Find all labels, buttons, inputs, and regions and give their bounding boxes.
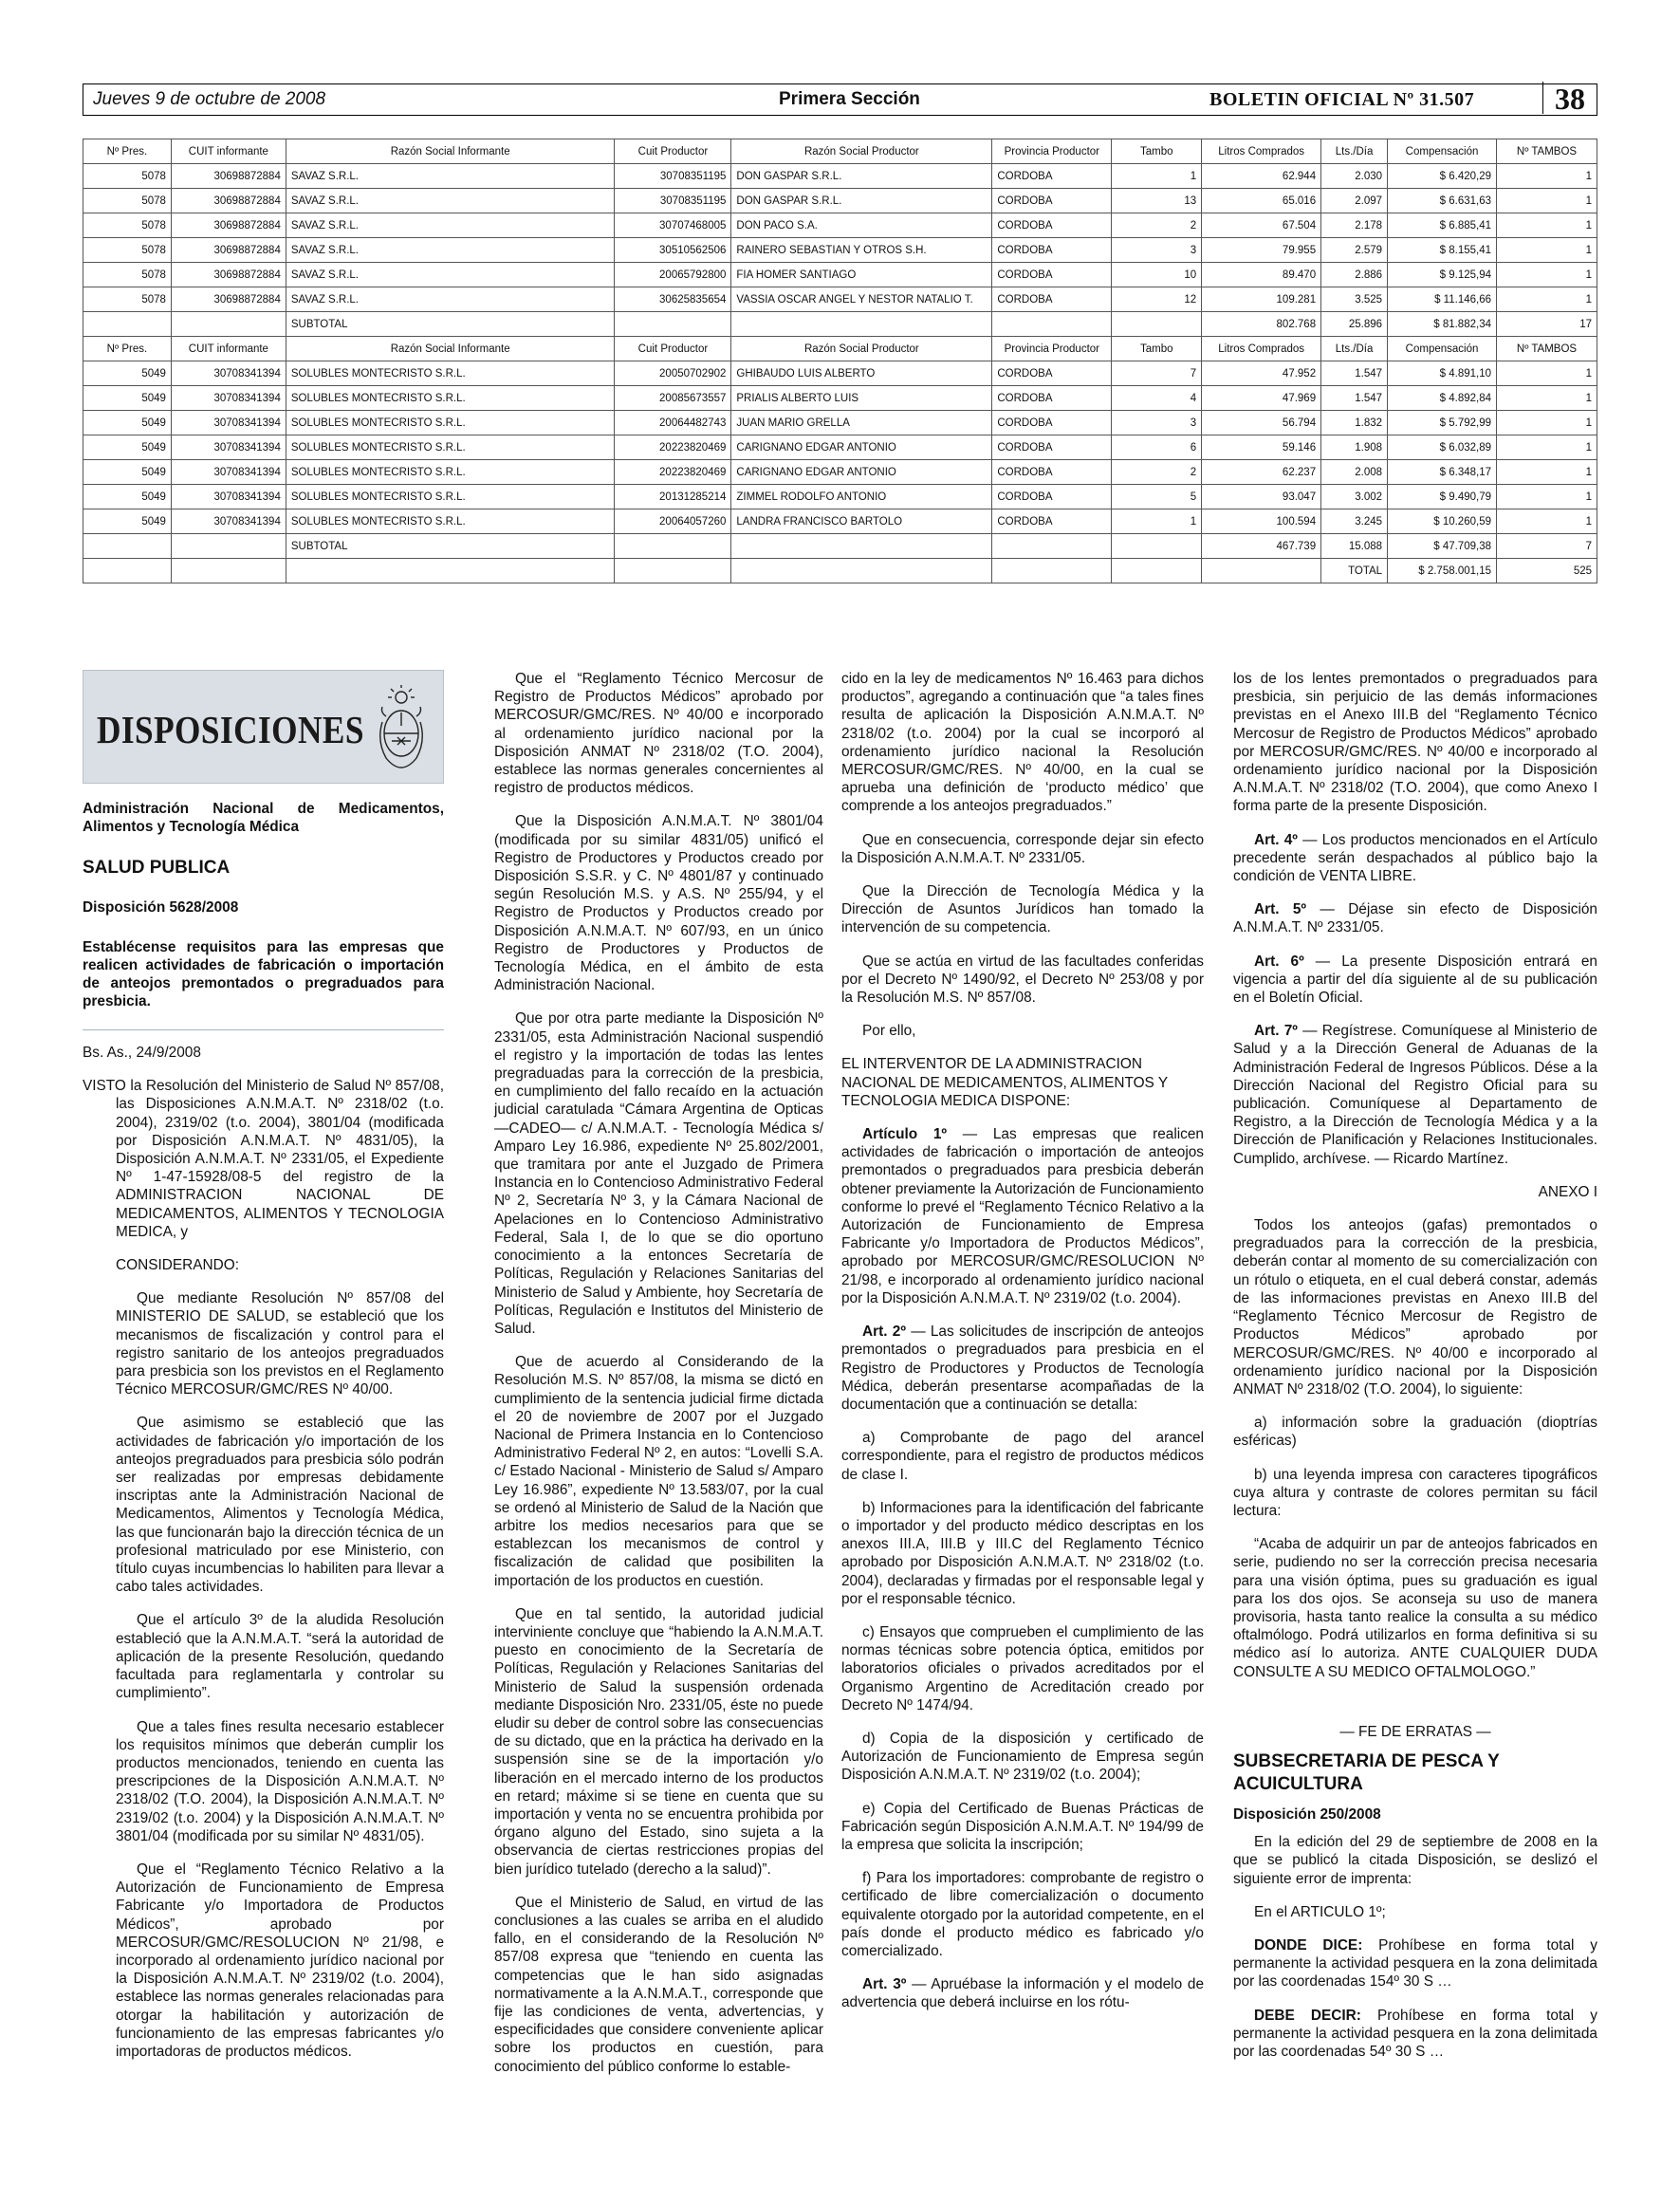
column-header: Litros Comprados <box>1202 139 1321 164</box>
paragraph: Que la Disposición A.N.M.A.T. Nº 3801/04 (modificada por su similar 4831/05) unificó el Registro de Productores y Productos creado por Disposición S.S.R. y C. Nº 4801/87 y continuado según Resolución M.S. y A.S. Nº 255/94, y el Registro de Productos y Productos creado por Disposición A.N.M.A.T. Nº 607/93, en un único Registro de Productores y Productos de Tecnología Médica, en el ámbito de esta Administración Nacional. <box>494 813 823 994</box>
paragraph: Que a tales fines resulta necesario establecer los requisitos mínimos que deberán cumplir los productos mencionados, teniendo en cuenta las prescripciones de la Disposición A.N.M.A.T. Nº 2318/02 (T.O. 2004), la Disposición A.N.M.A.T. Nº 2319/02 (t.o. 2004) y la Disposición A.N.M.A.T. Nº 3801/04 (modificada por su similar Nº 4831/05). <box>116 1718 444 1844</box>
column-3 <box>841 670 1204 2028</box>
table-cell: 12 <box>1112 287 1202 312</box>
table-row <box>83 386 1597 411</box>
paragraph: cido en la ley de medicamentos Nº 16.463 para dichos productos”, agregando a continuación que “a tales fines resulta de aplicación la Disposición A.N.M.A.T. Nº 2318/02 (t.o. 2004) por la cual se incorporó al ordenamiento jurídico nacional la Resolución MERCOSUR/GMC/RES. Nº 40/00, en la cual se aprueba una definición de ‘producto médico’ que comprende a los anteojos pregraduados.” <box>841 671 1204 815</box>
table-cell: 5078 <box>83 164 172 189</box>
table-cell: 30698872884 <box>171 213 286 238</box>
table-cell: 2.097 <box>1321 189 1388 213</box>
table-cell: 3 <box>1112 411 1202 435</box>
table-cell: 62.237 <box>1202 460 1321 485</box>
table-cell: 1.908 <box>1321 435 1388 460</box>
donde-dice: DONDE DICE: Prohíbese en forma total y permanente la actividad pesquera en la zona delimitada por las coordenadas 154º 30 S … <box>1233 1936 1597 1991</box>
table-cell: 67.504 <box>1202 213 1321 238</box>
table-cell: SOLUBLES MONTECRISTO S.R.L. <box>286 460 615 485</box>
table-cell: SOLUBLES MONTECRISTO S.R.L. <box>286 411 615 435</box>
table-header-row <box>83 337 1597 361</box>
table-cell: 30708341394 <box>171 435 286 460</box>
article-6: Art. 6º — La presente Disposición entrará en vigencia a partir del día siguiente al de su publicación en el Boletín Oficial. <box>1233 953 1597 1007</box>
column-header: Nº TAMBOS <box>1497 337 1597 361</box>
table-cell: SAVAZ S.R.L. <box>286 213 615 238</box>
column-header: Razón Social Informante <box>286 337 615 361</box>
table-cell: 5049 <box>83 509 172 534</box>
errata-label: DEBE DECIR: <box>1254 2007 1361 2024</box>
table-cell: 89.470 <box>1202 263 1321 287</box>
table-cell: CORDOBA <box>992 411 1112 435</box>
debe-decir: DEBE DECIR: Prohíbese en forma total y permanente la actividad pesquera en la zona delimitada por las coordenadas 54º 30 S … <box>1233 2007 1597 2060</box>
article-3: Art. 3º — Apruébase la información y el modelo de advertencia que deberá incluirse en los rótu- <box>841 1976 1205 2011</box>
table-cell <box>1112 312 1202 337</box>
table-cell <box>615 534 731 559</box>
list-item: a) información sobre la graduación (dioptrías esféricas) <box>1233 1415 1597 1450</box>
table-cell: SAVAZ S.R.L. <box>286 263 615 287</box>
table-cell: 47.969 <box>1202 386 1321 411</box>
table-cell: 1 <box>1497 460 1597 485</box>
table-row <box>83 263 1597 287</box>
table-row <box>83 164 1597 189</box>
column-header: Compensación <box>1388 139 1497 164</box>
table-cell: $ 6.420,29 <box>1388 164 1497 189</box>
table-cell: SAVAZ S.R.L. <box>286 287 615 312</box>
column-header: Razón Social Productor <box>731 139 992 164</box>
table-row <box>83 213 1597 238</box>
table-cell: $ 47.709,38 <box>1388 534 1497 559</box>
table-cell: 7 <box>1112 361 1202 386</box>
divider <box>83 1029 444 1030</box>
table-cell: $ 4.892,84 <box>1388 386 1497 411</box>
errata-heading: — FE DE ERRATAS — <box>1339 1723 1491 1740</box>
place-date: Bs. As., 24/9/2008 <box>83 1045 201 1061</box>
table-cell: 2.579 <box>1321 238 1388 263</box>
table-cell: 17 <box>1497 312 1597 337</box>
column-4 <box>1233 670 1597 2076</box>
table-cell: SUBTOTAL <box>286 312 615 337</box>
table-cell: LANDRA FRANCISCO BARTOLO <box>731 509 992 534</box>
table-cell <box>615 312 731 337</box>
visto-paragraph: VISTO la Resolución del Ministerio de Salud Nº 857/08, las Disposiciones A.N.M.A.T. Nº 2318/02 (t.o. 2004), 2319/02 (t.o. 2004), 3801/04 (modificada por Disposición A.N.M.A.T. Nº 4831/05), la Disposición A.N.M.A.T. Nº 2331/05, el Expediente Nº 1-47-15928/08-5 del registro de la ADMINISTRACION NACIONAL DE MEDICAMENTOS, ALIMENTOS Y TECNOLOGIA MEDICA, y <box>83 1078 444 1240</box>
table-cell <box>992 312 1112 337</box>
table-cell: 13 <box>1112 189 1202 213</box>
table-row <box>83 238 1597 263</box>
list-item: e) Copia del Certificado de Buenas Prácticas de Fabricación según Disposición A.N.M.A.T. Nº 194/99 de la empresa que solicita la inscripción; <box>841 1800 1204 1853</box>
article-label: Art. 5º <box>1254 901 1307 918</box>
table-cell: SAVAZ S.R.L. <box>286 164 615 189</box>
table-cell: 5078 <box>83 189 172 213</box>
table-cell <box>731 534 992 559</box>
table-cell: 65.016 <box>1202 189 1321 213</box>
table-cell: 5049 <box>83 435 172 460</box>
paragraph: Que el “Reglamento Técnico Mercosur de Registro de Productos Médicos” aprobado por MERCOSUR/GMC/RES. Nº 40/00 e incorporado al ordenamiento jurídico nacional por la Disposición ANMAT Nº 2318/02 (T.O. 2004), establece las normas generales concernientes al registro de productos médicos. <box>494 671 823 797</box>
table-cell <box>171 534 286 559</box>
table-cell: DON PACO S.A. <box>731 213 992 238</box>
table-cell <box>615 559 731 583</box>
paragraph: Que mediante Resolución Nº 857/08 del MINISTERIO DE SALUD, se estableció que los mecanismos de fiscalización y control para el registro sanitario de los anteojos pregraduados para presbicia son los previstos en el Reglamento Técnico MERCOSUR/GMC/RES Nº 40/00. <box>116 1290 444 1398</box>
table-row <box>83 485 1597 509</box>
table-cell: 525 <box>1497 559 1597 583</box>
table-cell: RAINERO SEBASTIAN Y OTROS S.H. <box>731 238 992 263</box>
page-number: 38 <box>1542 82 1597 114</box>
paragraph: Que de acuerdo al Considerando de la Resolución M.S. Nº 857/08, la misma se dictó en cumplimiento de la sentencia judicial firme dictada el 20 de noviembre de 2007 por el Juzgado Nacional de Primera Instancia en lo Contencioso Administrativo Federal Nº 2, en autos: “Lovelli S.A. c/ Estado Nacional - Ministerio de Salud s/ Amparo Ley 16.986”, expediente Nº 13.583/07, por la cual se ordenó al Ministerio de Salud de la Nación que arbitre los medios necesarios para que se establezcan los mecanismos de control y fiscalización de calidad que posibiliten la importación de los productos en cuestión. <box>494 1354 823 1589</box>
table-cell: 30625835654 <box>615 287 731 312</box>
table-cell: 47.952 <box>1202 361 1321 386</box>
table-cell: DON GASPAR S.R.L. <box>731 164 992 189</box>
table-cell: $ 11.146,66 <box>1388 287 1497 312</box>
authority-heading: EL INTERVENTOR DE LA ADMINISTRACION NACIONAL DE MEDICAMENTOS, ALIMENTOS Y TECNOLOGIA MEDICA DISPONE: <box>841 1056 1168 1109</box>
table-cell: 3.002 <box>1321 485 1388 509</box>
table-cell: CORDOBA <box>992 435 1112 460</box>
table-cell: 30698872884 <box>171 287 286 312</box>
table-cell: 30698872884 <box>171 164 286 189</box>
header-bulletin: BOLETIN OFICIAL Nº 31.507 <box>1209 89 1475 110</box>
column-header: Nº Pres. <box>83 337 172 361</box>
table-cell <box>1112 559 1202 583</box>
table-cell: 2.178 <box>1321 213 1388 238</box>
table-cell: GHIBAUDO LUIS ALBERTO <box>731 361 992 386</box>
column-header: Nº Pres. <box>83 139 172 164</box>
table-cell <box>992 534 1112 559</box>
table-cell: TOTAL <box>1321 559 1388 583</box>
table-cell: 5049 <box>83 386 172 411</box>
table-cell: 5078 <box>83 263 172 287</box>
table-cell: 20064482743 <box>615 411 731 435</box>
table-cell: 93.047 <box>1202 485 1321 509</box>
table-cell: SAVAZ S.R.L. <box>286 238 615 263</box>
table-cell: SOLUBLES MONTECRISTO S.R.L. <box>286 361 615 386</box>
banner-title: DISPOSICIONES <box>97 708 364 751</box>
table-cell: 109.281 <box>1202 287 1321 312</box>
column-header: CUIT informante <box>171 139 286 164</box>
table-cell: 3 <box>1112 238 1202 263</box>
table-cell: 5078 <box>83 287 172 312</box>
table-cell: $ 81.882,34 <box>1388 312 1497 337</box>
table-cell: 1 <box>1497 263 1597 287</box>
column-1 <box>83 800 444 1047</box>
disposition-summary: Establécense requisitos para las empresas que realicen actividades de fabricación o importación de anteojos premontados o pregraduados para presbicia. <box>83 938 444 1010</box>
table-cell: 5049 <box>83 485 172 509</box>
table-cell: CORDOBA <box>992 164 1112 189</box>
table-cell: 1 <box>1497 287 1597 312</box>
disposition-number: Disposición 250/2008 <box>1233 1805 1381 1823</box>
table-cell: 20131285214 <box>615 485 731 509</box>
table-cell: 20064057260 <box>615 509 731 534</box>
table-cell: 79.955 <box>1202 238 1321 263</box>
column-header: Provincia Productor <box>992 337 1112 361</box>
table-cell: 59.146 <box>1202 435 1321 460</box>
table-cell: SOLUBLES MONTECRISTO S.R.L. <box>286 485 615 509</box>
table-cell: DON GASPAR S.R.L. <box>731 189 992 213</box>
table-cell: 10 <box>1112 263 1202 287</box>
paragraph: Que el artículo 3º de la aludida Resolución estableció que la A.N.M.A.T. “será la autoridad de aplicación de la presente Resolución, quedando facultada para reglamentarla y controlar su cumplimiento”. <box>116 1612 444 1702</box>
table-cell <box>286 559 615 583</box>
table-cell: 30698872884 <box>171 238 286 263</box>
column-header: CUIT informante <box>171 337 286 361</box>
table-cell: 20085673557 <box>615 386 731 411</box>
table-cell: VASSIA OSCAR ANGEL Y NESTOR NATALIO T. <box>731 287 992 312</box>
table-cell: 5078 <box>83 238 172 263</box>
table-cell <box>171 312 286 337</box>
column-2 <box>494 670 823 2091</box>
column-header: Lts./Día <box>1321 139 1388 164</box>
table-cell: 30510562506 <box>615 238 731 263</box>
paragraph: En la edición del 29 de septiembre de 2008 en la que se publicó la citada Disposición, se deslizó el siguiente error de imprenta: <box>1233 1834 1597 1887</box>
table-cell: $ 8.155,41 <box>1388 238 1497 263</box>
table-cell: 2.886 <box>1321 263 1388 287</box>
table-cell: SOLUBLES MONTECRISTO S.R.L. <box>286 386 615 411</box>
table-row <box>83 460 1597 485</box>
table-cell: 1.547 <box>1321 386 1388 411</box>
article-label: Art. 3º <box>862 1976 907 1993</box>
total-row <box>83 559 1597 583</box>
column-header: Cuit Productor <box>615 139 731 164</box>
table-cell: SOLUBLES MONTECRISTO S.R.L. <box>286 509 615 534</box>
table-cell: SAVAZ S.R.L. <box>286 189 615 213</box>
disposition-number: Disposición 5628/2008 <box>83 899 239 917</box>
table-cell: 6 <box>1112 435 1202 460</box>
article-label: Art. 7º <box>1254 1023 1298 1040</box>
column-header: Razón Social Informante <box>286 139 615 164</box>
table-cell: 3.525 <box>1321 287 1388 312</box>
list-item: b) Informaciones para la identificación del fabricante o importador y del producto médico descriptas en los anexos III.A, III.B y III.C del Reglamento Técnico aprobado por Disposición A.N.M.A.T. Nº 2318/02 (t.o. 2004), declaradas y firmadas por el responsable legal y por el responsable técnico. <box>841 1499 1204 1607</box>
table-cell: 3.245 <box>1321 509 1388 534</box>
table-cell: 30707468005 <box>615 213 731 238</box>
table-cell: CARIGNANO EDGAR ANTONIO <box>731 435 992 460</box>
table-row <box>83 509 1597 534</box>
table-cell <box>1112 534 1202 559</box>
table-cell: ZIMMEL RODOLFO ANTONIO <box>731 485 992 509</box>
table-cell: CORDOBA <box>992 263 1112 287</box>
table-cell: $ 5.792,99 <box>1388 411 1497 435</box>
table-cell: 1 <box>1497 386 1597 411</box>
column-header: Cuit Productor <box>615 337 731 361</box>
table-cell: 802.768 <box>1202 312 1321 337</box>
paragraph: Todos los anteojos (gafas) premontados o pregraduados para la corrección de la presbicia, deberán contar al momento de su comercialización con un rótulo o etiqueta, en el cual deberá constar, además de las informaciones previstas en Anexo III.B del “Reglamento Técnico Mercosur de Registro de Productos Médicos” aprobado por MERCOSUR/GMC/RES. Nº 40/00 e incorporado al ordenamiento jurídico nacional por la Disposición ANMAT Nº 2318/02 (T.O. 2004), lo siguiente: <box>1233 1217 1597 1398</box>
table-cell <box>171 559 286 583</box>
table-cell: 2 <box>1112 213 1202 238</box>
table-cell: $ 4.891,10 <box>1388 361 1497 386</box>
article-7: Art. 7º — Regístrese. Comuníquese al Ministerio de Salud y a la Dirección General de Aduanas de la Administración Federal de Ingresos Públicos. Dése a la Dirección Nacional del Registro Oficial para su publicación. Comuníquese al Departamento de Registro, a la Dirección de Tecnología Médica y a la Dirección de Planificación y Relaciones Institucionales. Cumplido, archívese. — Ricardo Martínez. <box>1233 1023 1597 1167</box>
table-cell: 1 <box>1497 509 1597 534</box>
list-item: d) Copia de la disposición y certificado de Autorización de Funcionamiento de Empresa según Disposición A.N.M.A.T. Nº 2319/02 (t.o. 2004); <box>841 1730 1204 1784</box>
table-row <box>83 287 1597 312</box>
table-cell: 62.944 <box>1202 164 1321 189</box>
article-1: Artículo 1º — Las empresas que realicen actividades de fabricación o importación de anteojos premontados o pregraduados para presbicia deberán obtener previamente la Autorización de Funcionamiento conforme lo prevé el “Reglamento Técnico Relativo a la Autorización de Funcionamiento de Empresa Fabricante y/o Importadora de Productos Médicos”, aprobado por MERCOSUR/GMC/RESOLUCION Nº 21/98, e incorporado al ordenamiento jurídico nacional por la Disposición A.N.M.A.T. Nº 2319/02 (t.o. 2004). <box>841 1126 1204 1306</box>
column-header: Litros Comprados <box>1202 337 1321 361</box>
table-cell: $ 9.125,94 <box>1388 263 1497 287</box>
table-cell <box>731 559 992 583</box>
table-cell: 467.739 <box>1202 534 1321 559</box>
column-header: Compensación <box>1388 337 1497 361</box>
table-cell: 30708341394 <box>171 460 286 485</box>
table-cell: 30708341394 <box>171 485 286 509</box>
section-banner <box>83 670 444 784</box>
table-cell: 1 <box>1112 164 1202 189</box>
table-cell <box>731 312 992 337</box>
table-cell: 1 <box>1497 238 1597 263</box>
article-4: Art. 4º — Los productos mencionados en el Artículo precedente serán despachados al público bajo la condición de VENTA LIBRE. <box>1233 831 1598 885</box>
table-cell: 1 <box>1497 189 1597 213</box>
table-cell: CORDOBA <box>992 213 1112 238</box>
table-cell: 2.008 <box>1321 460 1388 485</box>
table-cell: 5049 <box>83 460 172 485</box>
table-cell: 20223820469 <box>615 460 731 485</box>
table-row <box>83 189 1597 213</box>
table-cell: 4 <box>1112 386 1202 411</box>
list-item: c) Ensayos que comprueben el cumplimiento de las normas técnicas sobre potencia óptica, emitidos por laboratorios oficiales o privados acreditados por el Organismo Argentino de Acreditación creado por Decreto Nº 1474/94. <box>841 1623 1204 1713</box>
subsecretaria-heading: SUBSECRETARIA DE PESCA Y ACUICULTURA <box>1233 1750 1500 1794</box>
table-cell: 1 <box>1497 435 1597 460</box>
table-cell: 30708341394 <box>171 411 286 435</box>
table-cell: $ 2.758.001,15 <box>1388 559 1497 583</box>
column-header: Tambo <box>1112 139 1202 164</box>
list-item: f) Para los importadores: comprobante de registro o certificado de libre comercialización o documento equivalente otorgado por la autoridad competente, en el país donde el producto médico es fabricado y/o comercializado. <box>841 1870 1204 1959</box>
header-date: Jueves 9 de octubre de 2008 <box>93 89 326 109</box>
page-header <box>83 83 1597 116</box>
article-5: Art. 5º — Déjase sin efecto de Disposición A.N.M.A.T. Nº 2331/05. <box>1233 901 1597 936</box>
table-cell: 100.594 <box>1202 509 1321 534</box>
column-header: Razón Social Productor <box>731 337 992 361</box>
table-cell: 20223820469 <box>615 435 731 460</box>
list-item: b) una leyenda impresa con caracteres tipográficos cuya altura y contraste de colores permitan su fácil lectura: <box>1233 1466 1597 1519</box>
table-cell: CORDOBA <box>992 485 1112 509</box>
table-cell: 15.088 <box>1321 534 1388 559</box>
table-cell: 30698872884 <box>171 189 286 213</box>
paragraph: Que asimismo se estableció que las actividades de fabricación y/o importación de los anteojos pregraduados para presbicia sólo podrán ser realizadas por empresas debidamente inscriptas ante la Administración Nacional de Medicamentos, Alimentos y Tecnología Médica, las que funcionarán bajo la dirección técnica de un profesional matriculado por ese Ministerio, con título cuyas incumbencias lo habiliten para llevar a cabo tales actividades. <box>116 1415 444 1596</box>
article-label: Art. 2º <box>862 1324 906 1341</box>
column-header: Provincia Productor <box>992 139 1112 164</box>
paragraph: Que en consecuencia, corresponde dejar sin efecto la Disposición A.N.M.A.T. Nº 2331/05. <box>841 831 1204 866</box>
table-cell: FIA HOMER SANTIAGO <box>731 263 992 287</box>
table-cell: 56.794 <box>1202 411 1321 435</box>
table-cell: 1 <box>1497 361 1597 386</box>
article-label: Art. 4º <box>1254 831 1298 848</box>
table-cell: 25.896 <box>1321 312 1388 337</box>
table-cell: CORDOBA <box>992 509 1112 534</box>
topic-heading: SALUD PUBLICA <box>83 858 231 879</box>
table-cell: $ 6.348,17 <box>1388 460 1497 485</box>
paragraph: los de los lentes premontados o pregraduados para presbicia, sin perjuicio de las demás informaciones previstas en el Anexo III.B del “Reglamento Técnico Mercosur de Registro de Productos Médicos” aprobado por MERCOSUR/GMC/RES. Nº 40/00 e incorporado al ordenamiento jurídico nacional por la Disposición A.N.M.A.T. Nº 2318/02 (T.O. 2004), que como Anexo I forma parte de la presente Disposición. <box>1233 671 1597 815</box>
table-cell: 20050702902 <box>615 361 731 386</box>
table-cell: $ 6.032,89 <box>1388 435 1497 460</box>
table-cell: 1 <box>1112 509 1202 534</box>
annex-heading: ANEXO I <box>1538 1183 1597 1200</box>
table-cell: $ 6.885,41 <box>1388 213 1497 238</box>
table-row <box>83 361 1597 386</box>
compensation-table <box>83 139 1597 583</box>
table-cell: 30708351195 <box>615 189 731 213</box>
table-cell <box>83 559 172 583</box>
table-cell: 1.832 <box>1321 411 1388 435</box>
table-cell: $ 10.260,59 <box>1388 509 1497 534</box>
table-cell: 2.030 <box>1321 164 1388 189</box>
table-cell: 7 <box>1497 534 1597 559</box>
paragraph: Que por otra parte mediante la Disposición Nº 2331/05, esta Administración Nacional suspendió el registro y la importación de todas las lentes pregraduadas para la corrección de la presbicia, en cumplimiento del fallo recaído en la actuación judicial caratulada “Cámara Argentina de Opticas —CADEO— c/ A.N.M.A.T. - Tecnología Médica s/ Amparo Ley 16.986, expediente Nº 25.802/2001, que tramitara por ante el Juzgado de Primera Instancia en lo Contencioso Administrativo Federal Nº 2, Secretaría Nº 3, y la Cámara Nacional de Apelaciones en lo Contencioso Administrativo Federal, Sala I, de lo que se dio oportuno conocimiento a la entonces Secretaría de Políticas, Regulación y Relaciones Sanitarias del Ministerio de Salud y Ambiente, hoy Secretaría de Políticas, Regulación e Institutos del Ministerio de Salud. <box>494 1010 823 1337</box>
table-row <box>83 411 1597 435</box>
article-label: Artículo 1º <box>862 1126 948 1143</box>
table-cell: $ 6.631,63 <box>1388 189 1497 213</box>
list-item: a) Comprobante de pago del arancel correspondiente, para el registro de productos médicos de clase I. <box>841 1430 1204 1483</box>
table-cell <box>83 312 172 337</box>
table-cell: 1 <box>1497 164 1597 189</box>
table-cell: SUBTOTAL <box>286 534 615 559</box>
table-cell: SOLUBLES MONTECRISTO S.R.L. <box>286 435 615 460</box>
table-cell: JUAN MARIO GRELLA <box>731 411 992 435</box>
table-cell: CORDOBA <box>992 386 1112 411</box>
table-cell: PRIALIS ALBERTO LUIS <box>731 386 992 411</box>
table-cell: 30708341394 <box>171 386 286 411</box>
table-cell <box>83 534 172 559</box>
table-cell: 30698872884 <box>171 263 286 287</box>
table-cell: CORDOBA <box>992 238 1112 263</box>
table-cell <box>992 559 1112 583</box>
warning-quote: “Acaba de adquirir un par de anteojos fabricados en serie, pudiendo no ser la corrección precisa necesaria para una visión óptima, pues su graduación es igual para los dos ojos. Se aconseja su uso de manera provisoria, hasta tanto realice la consulta a su médico oftalmólogo. Podrá utilizarlos en forma definitiva si su médico así lo autoriza. ANTE CUALQUIER DUDA CONSULTE A SU MEDICO OFTALMOLOGO.” <box>1233 1536 1597 1680</box>
table-cell: 5049 <box>83 361 172 386</box>
column-header: Nº TAMBOS <box>1497 139 1597 164</box>
errata-label: DONDE DICE: <box>1254 1936 1363 1954</box>
column-1-body <box>83 1044 444 2076</box>
subtotal-row <box>83 534 1597 559</box>
table-cell: 30708341394 <box>171 509 286 534</box>
subtotal-row <box>83 312 1597 337</box>
national-seal-icon <box>373 684 430 771</box>
table-cell: 1 <box>1497 213 1597 238</box>
table-cell: CARIGNANO EDGAR ANTONIO <box>731 460 992 485</box>
agency-name: Administración Nacional de Medicamentos, Alimentos y Tecnología Médica <box>83 801 444 836</box>
table-cell: 30708341394 <box>171 361 286 386</box>
header-section: Primera Sección <box>779 89 920 109</box>
table-cell: 1 <box>1497 485 1597 509</box>
table-cell: 5 <box>1112 485 1202 509</box>
paragraph: Que en tal sentido, la autoridad judicial interviniente concluye que “habiendo la A.N.M.A.T. puesto en conocimiento de la Secretaría de Políticas, Regulación y Relaciones Sanitarias del Ministerio de Salud la suspensión ordenada mediante Disposición Nro. 2331/05, éste no puede eludir su deber de control sobre las consecuencias de su dictado, que en la práctica ha derivado en la suspensión sine se de la importación y/o liberación en el mercado interno de los productos en retard; máxime si se tiene en cuenta que su importación y venta no se encuentra prohibida por órgano alguno del Estado, sino sujeta a la observancia de ciertas restricciones propias del bien jurídico tutelado (derecho a la salud)”. <box>494 1605 823 1878</box>
table-cell: 1 <box>1497 411 1597 435</box>
paragraph: Por ello, <box>862 1023 916 1040</box>
column-header: Lts./Día <box>1321 337 1388 361</box>
table-cell: 20065792800 <box>615 263 731 287</box>
considerando-label: CONSIDERANDO: <box>116 1257 239 1274</box>
table-row <box>83 435 1597 460</box>
table-cell: 5078 <box>83 213 172 238</box>
article-label: Art. 6º <box>1254 953 1304 970</box>
table-cell: 1.547 <box>1321 361 1388 386</box>
paragraph: Que la Dirección de Tecnología Médica y la Dirección de Asuntos Jurídicos han tomado la intervención de su competencia. <box>841 883 1204 936</box>
paragraph: Que se actúa en virtud de las facultades conferidas por el Decreto Nº 1490/92, el Decreto Nº 253/08 y por la Resolución M.S. Nº 857/08. <box>841 953 1204 1007</box>
table-cell: CORDOBA <box>992 460 1112 485</box>
table-cell: CORDOBA <box>992 287 1112 312</box>
paragraph: Que el Ministerio de Salud, en virtud de las conclusiones a las cuales se arriba en el aludido fallo, en el considerando de la Resolución Nº 857/08 expresa que “teniendo en cuenta las competencias que le han sido asignadas normativamente a la A.N.M.A.T., corresponde que fije las condiciones de venta, advertencias, y especificidades que considere conveniente aplicar sobre los productos en cuestión, para conocimiento del público conforme lo estable- <box>494 1894 823 2075</box>
article-2: Art. 2º — Las solicitudes de inscripción de anteojos premontados o pregraduados para presbicia en el Registro de Productores y Productos de Tecnología Médica, deberán presentarse acompañadas de la documentación que a continuación se detalla: <box>841 1324 1204 1413</box>
table-cell: CORDOBA <box>992 189 1112 213</box>
table-header-row <box>83 139 1597 164</box>
table-cell: $ 9.490,79 <box>1388 485 1497 509</box>
table-cell <box>1202 559 1321 583</box>
paragraph: Que el “Reglamento Técnico Relativo a la Autorización de Funcionamiento de Empresa Fabricante y/o Importadora de Productos Médicos”, aprobado por MERCOSUR/GMC/RESOLUCION Nº 21/98, e incorporado al ordenamiento jurídico nacional por la Disposición A.N.M.A.T. Nº 2319/02 (t.o. 2004), establece las normas generales relacionadas para otorgar la habilitación y autorización de funcionamiento de las empresas fabricantes y/o importadoras de productos médicos. <box>116 1861 444 2060</box>
table-cell: 2 <box>1112 460 1202 485</box>
paragraph: En el ARTICULO 1º; <box>1254 1903 1386 1920</box>
table-cell: 30708351195 <box>615 164 731 189</box>
table-cell: 5049 <box>83 411 172 435</box>
table-cell: CORDOBA <box>992 361 1112 386</box>
column-header: Tambo <box>1112 337 1202 361</box>
